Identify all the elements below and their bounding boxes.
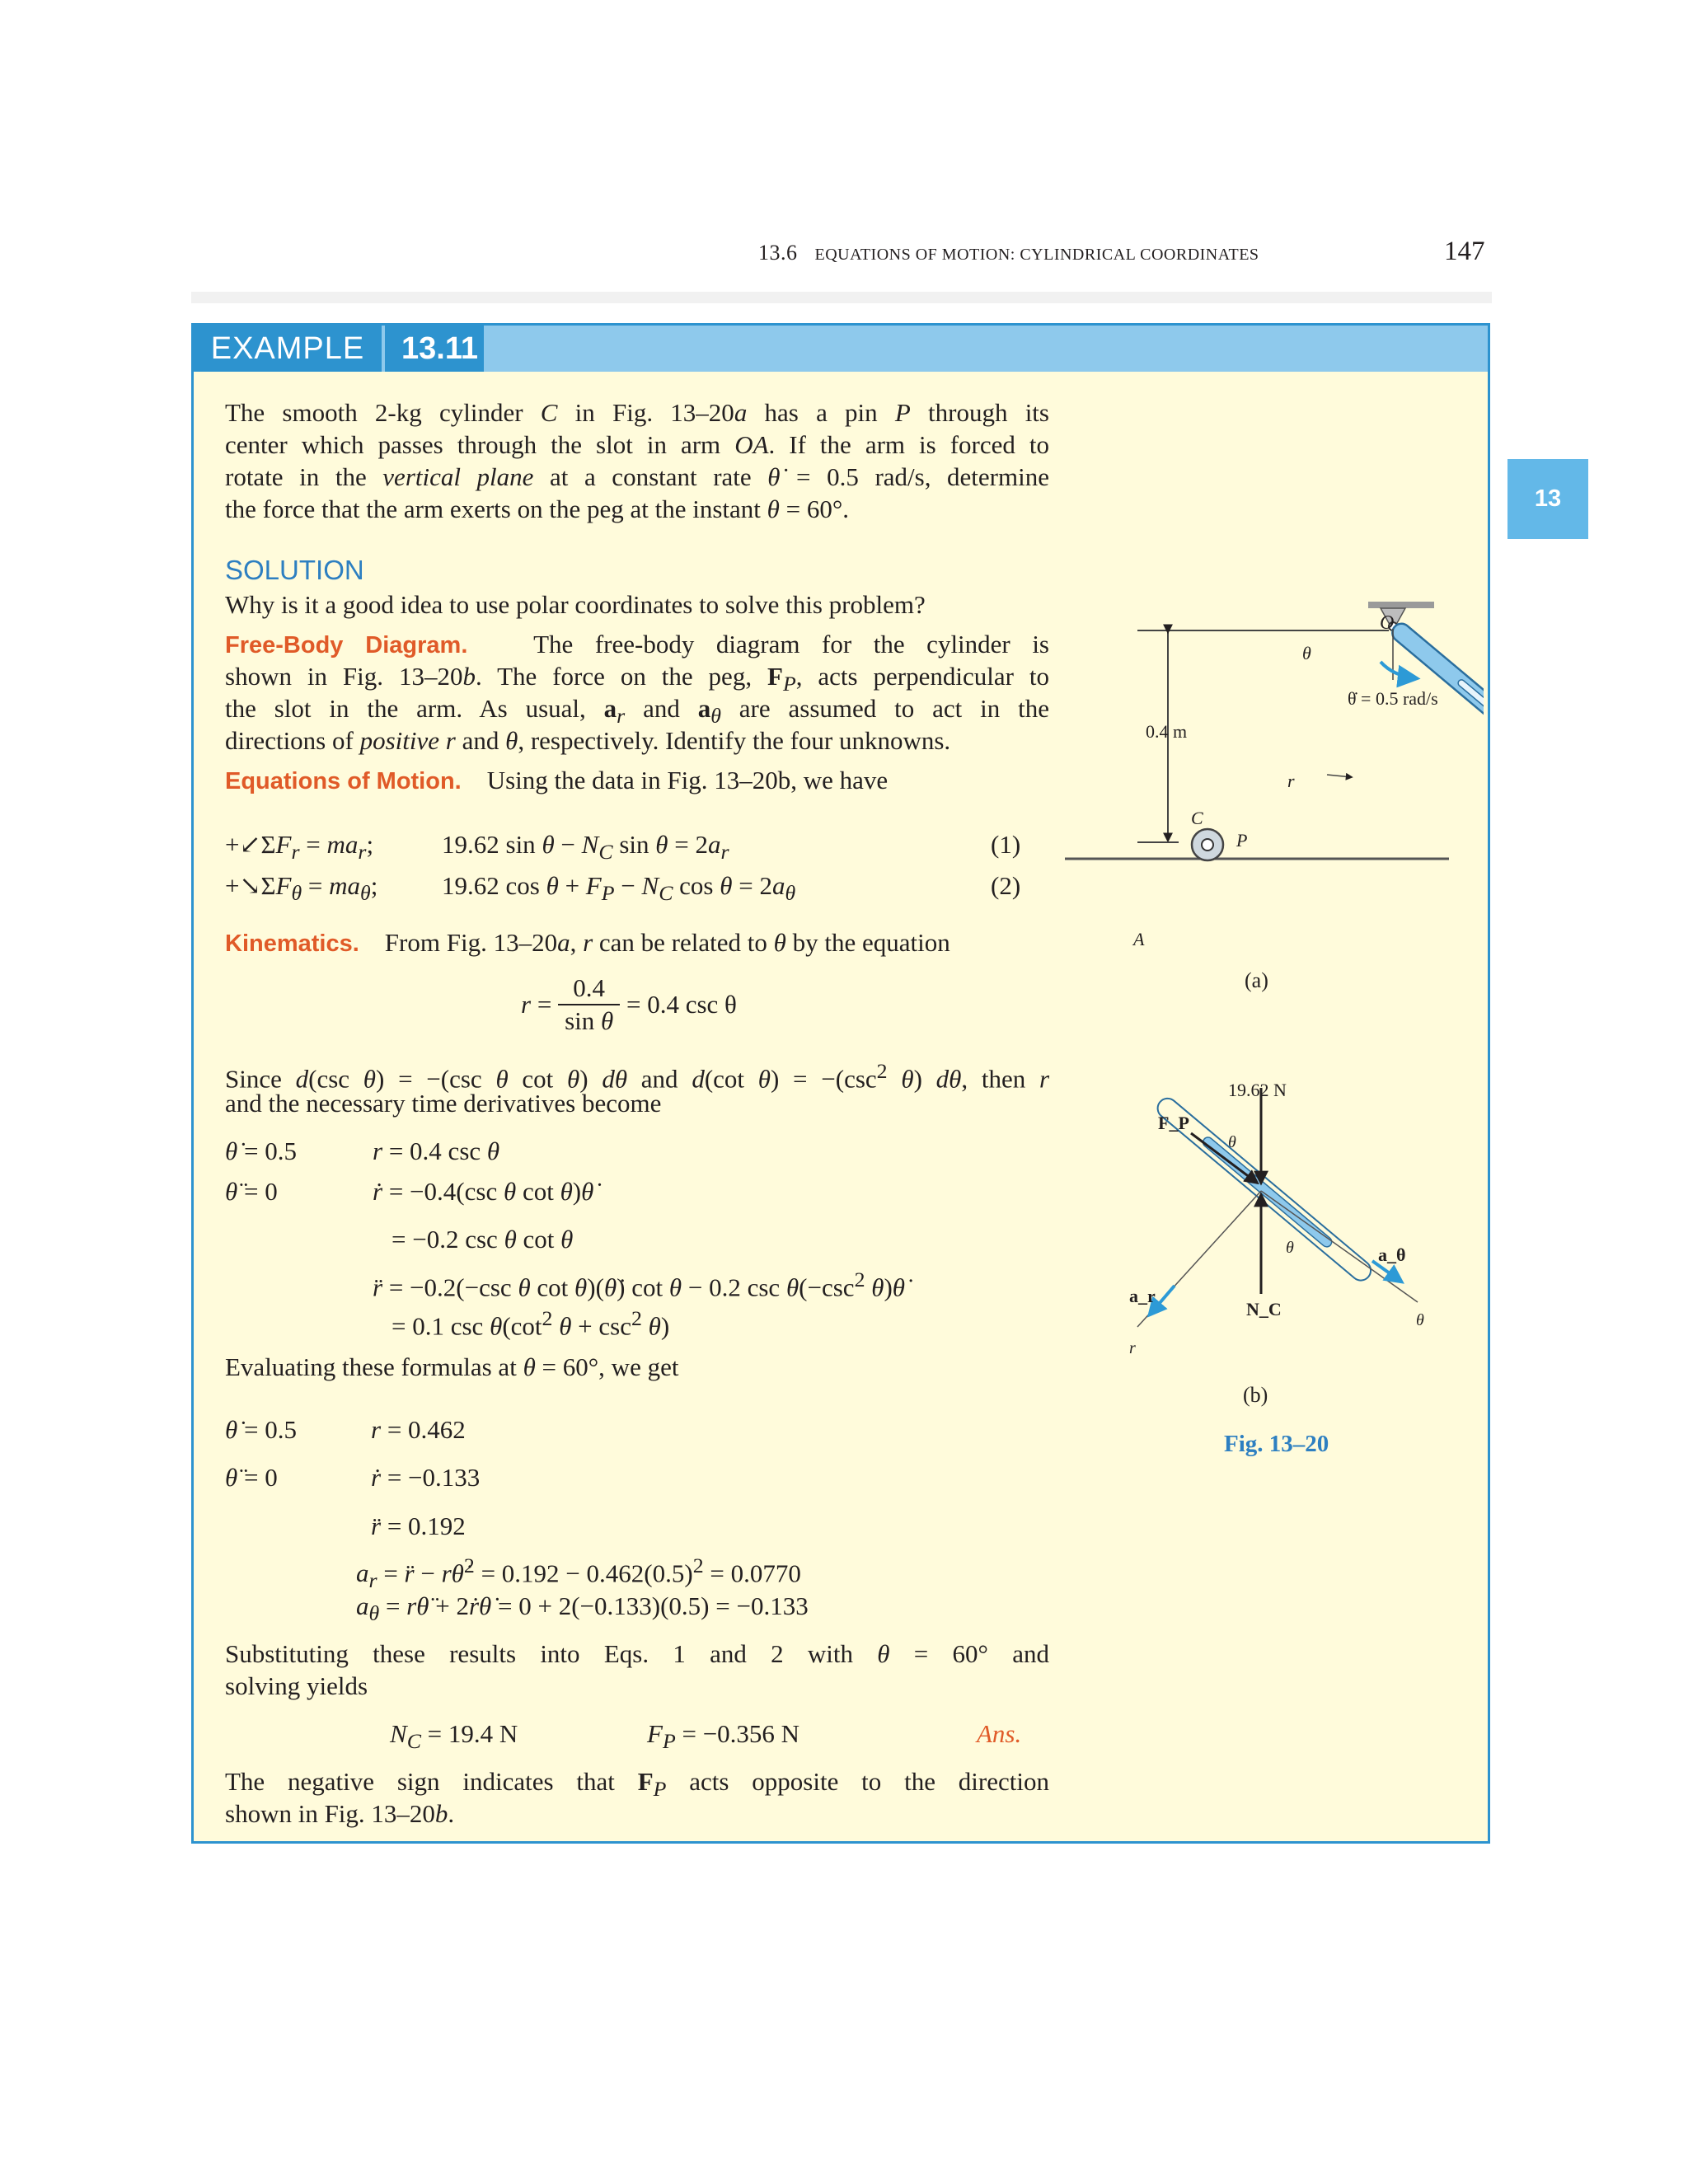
since-line-1: Since d(csc θ) = −(csc θ cot θ) dθ and d(cot $\theta) = -(\csc^2$ θ) dθ, then r	[225, 1059, 1050, 1094]
eom-text: Using the data in Fig. 13–20b, we have	[486, 766, 889, 794]
fig-b-weight: 19.62 N	[1228, 1080, 1287, 1100]
fbd-line-1: Free-Body Diagram. The free-body diagram for the cylinder is	[225, 630, 1049, 658]
eq1-lhs: $+↙\Sigma F_r = ma_r$;	[225, 830, 374, 865]
deriv-left-2: θ̈ = 0	[225, 1177, 278, 1206]
eq2-num: (2)	[991, 871, 1021, 900]
kin-heading: Kinematics.	[225, 930, 359, 957]
figure-caption: Fig. 13–20	[1224, 1431, 1329, 1457]
fbd-line-2: shown in Fig. 13–20b. The force on the peg, $F_P$, acts perpendicular to	[225, 662, 1050, 696]
fig-b-theta1: θ	[1228, 1133, 1236, 1151]
eq1-num: (1)	[991, 830, 1021, 859]
section-number: 13.6	[758, 241, 798, 265]
fig-b-r: r	[1129, 1339, 1136, 1357]
kin-line: Kinematics. From Fig. 13–20a, r can be related to θ by the equation	[225, 928, 950, 957]
fig-b-ar: a_r	[1129, 1286, 1156, 1306]
figure-b	[1104, 1063, 1467, 1376]
eq2-rhs: 19.62 $\cos \theta + F_P - N_C$ $\cos \theta = 2a_\theta$	[442, 871, 796, 906]
fbd-line-3: the slot in the arm. As usual, $a_r$ and $a_\theta$ are assumed to act in the	[225, 694, 1049, 729]
problem-line-4: the force that the arm exerts on the peg at the instant θ = 60°.	[225, 494, 850, 523]
eval-left-2: θ̈ = 0	[225, 1463, 278, 1492]
fig-b-fp: F_P	[1158, 1113, 1189, 1133]
fig-a-label-O: O	[1380, 612, 1395, 634]
result-nc: $N_C = 19.4$ N	[390, 1719, 518, 1754]
eval-right-2: ṙ = −0.133	[371, 1463, 481, 1492]
figure-a	[1055, 589, 1484, 968]
example-label: EXAMPLE	[194, 326, 382, 372]
fig-a-rate-label: θ̇ = 0.5 rad/s	[1348, 688, 1438, 709]
problem-line-1: The smooth 2-kg cylinder C in Fig. 13–20a has a pin P through its	[225, 398, 1049, 427]
evaluating-text: Evaluating these formulas at θ = 60°, we get	[225, 1352, 679, 1381]
eval-right-3: r̈ = 0.192	[371, 1511, 466, 1540]
problem-line-3: rotate in the vertical plane at a constant rate θ̇ = 0.5 rad/s, determine	[225, 462, 1049, 491]
eval-left-1: θ̇ = 0.5	[225, 1415, 297, 1444]
problem-line-2: center which passes through the slot in arm OA. If the arm is forced to	[225, 430, 1050, 459]
deriv-right-1: r = 0.4 csc θ	[373, 1137, 500, 1165]
eom-heading: Equations of Motion.	[225, 768, 462, 794]
eq2-lhs: $+↘\Sigma F_\theta = ma_\theta$;	[225, 871, 378, 906]
fig-a-dim-label: 0.4 m	[1146, 721, 1188, 742]
example-number: 13.11	[385, 326, 484, 372]
fbd-line-4: directions of positive r and θ, respectively. Identify the four unknowns.	[225, 726, 951, 755]
fig-a-label-r: r	[1287, 771, 1295, 791]
fig-b-atheta: a_θ	[1378, 1244, 1406, 1265]
eval-right-5: $a_\theta$ = rθ̈ + 2ṙθ̇ = 0 + 2(−0.133)(0.5) = −0.133	[356, 1591, 809, 1626]
substituting-line-2: solving yields	[225, 1671, 368, 1700]
running-head	[758, 241, 1259, 265]
eval-right-4: $a_r$ = r̈ − rθ̇$^2$ = $0.192 - 0.462(0.5)^2 = 0.0770$	[356, 1554, 801, 1593]
deriv-right-2: ṙ = −0.4(csc θ cot θ)θ̇	[373, 1177, 594, 1206]
chapter-tab[interactable]: 13	[1507, 459, 1588, 539]
eom-line	[225, 764, 888, 798]
r-equation: r = $\frac{0.4}{\text{sin θ}}$ = 0.4 csc θ	[521, 973, 737, 1035]
fig-b-caption: (b)	[1243, 1383, 1268, 1407]
r-eq-rhs: = 0.4 csc θ	[626, 990, 737, 1019]
fig-a-label-theta: θ	[1302, 643, 1311, 663]
page-number: 147	[1444, 237, 1485, 266]
solution-heading: SOLUTION	[225, 555, 364, 585]
ans-label: Ans.	[977, 1719, 1022, 1748]
deriv-left-1: θ̇ = 0.5	[225, 1137, 297, 1165]
deriv-right-3: = −0.2 csc θ cot θ	[392, 1225, 574, 1254]
fbd-heading: Free-Body Diagram.	[225, 632, 468, 658]
deriv-right-4: r̈ = −0.2(−csc θ cot θ)(θ̇) cot θ − 0.2 $\csc \theta(-\csc^2$ θ)θ̇	[373, 1268, 906, 1302]
result-fp: $F_P = -0.356$ N	[647, 1719, 800, 1754]
r-eq-num: 0.4	[558, 972, 620, 1005]
question-text: Why is it a good idea to use polar coordinates to solve this problem?	[225, 590, 926, 619]
since-line-2: and the necessary time derivatives become	[225, 1089, 662, 1118]
eq1-rhs: 19.62 $\sin \theta - N_C$ $\sin \theta = 2a_r$	[442, 830, 729, 865]
substituting-line-1: Substituting these results into Eqs. 1 and 2 with θ = 60° and	[225, 1639, 1049, 1668]
fig-a-label-C: C	[1191, 808, 1203, 828]
fig-b-theta-axis: θ	[1416, 1311, 1424, 1329]
fig-b-theta2: θ	[1286, 1239, 1294, 1257]
closing-line-2: shown in Fig. 13–20b.	[225, 1799, 455, 1828]
eval-right-1: r = 0.462	[371, 1415, 466, 1444]
section-title: EQUATIONS OF MOTION: CYLINDRICAL COORDINATES	[814, 246, 1259, 264]
fig-a-label-P: P	[1236, 830, 1248, 851]
closing-line-1: The negative sign indicates that $F_P$ acts opposite to the direction	[225, 1767, 1049, 1802]
example-header	[194, 326, 1488, 372]
fig-a-caption: (a)	[1245, 968, 1268, 992]
fig-b-nc: N_C	[1246, 1299, 1282, 1319]
deriv-right-5: = 0.1 $\csc \theta(\cot^2$ $\theta + \csc^2 \theta$)	[392, 1306, 670, 1341]
fig-a-label-A: A	[1133, 929, 1145, 949]
box-shadow	[191, 292, 1492, 303]
